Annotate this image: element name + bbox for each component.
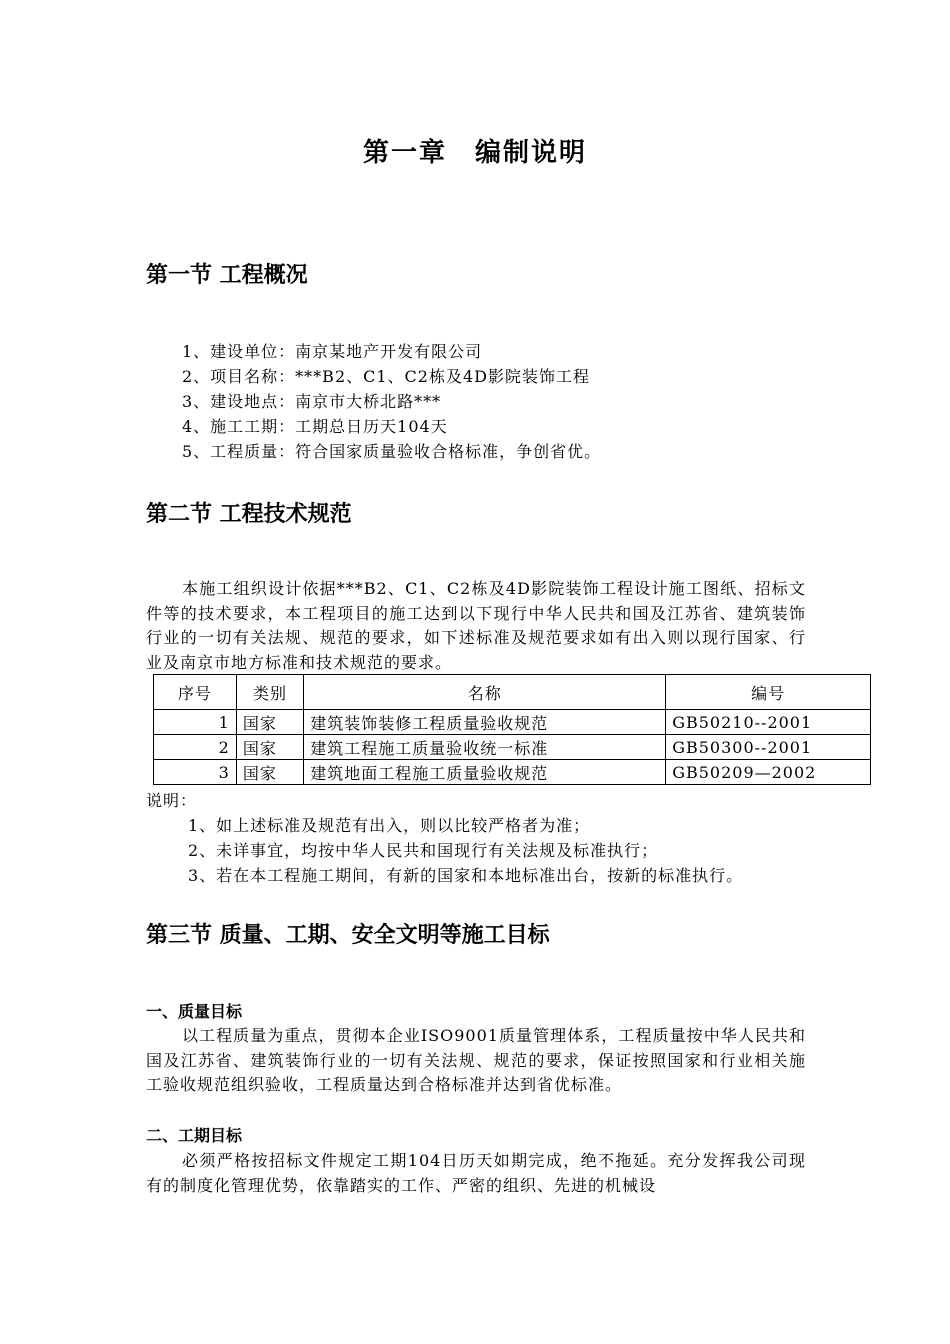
- section-title-overview: 第一节 工程概况: [146, 262, 308, 288]
- table-cell: 2: [154, 735, 237, 760]
- section-title-standards: 第二节 工程技术规范: [146, 501, 352, 527]
- note-item: 1、如上述标准及规范有出入，则以比较严格者为准；: [188, 816, 591, 835]
- table-row: [154, 760, 871, 785]
- overview-item: 4、施工工期：工期总日历天104天: [182, 417, 448, 436]
- table-header: 编号: [666, 675, 871, 710]
- chapter-title: 第一章 编制说明: [362, 138, 587, 168]
- table-cell: 建筑工程施工质量验收统一标准: [304, 735, 666, 760]
- table-cell: GB50209—2002: [666, 760, 871, 785]
- table-header: 类别: [236, 675, 303, 710]
- section-title-goals: 第三节 质量、工期、安全文明等施工目标: [146, 922, 550, 948]
- table-header-row: [154, 675, 871, 710]
- table-cell: 1: [154, 710, 237, 735]
- table-row: [154, 710, 871, 735]
- table-cell: GB50300--2001: [666, 735, 871, 760]
- table-cell: 国家: [236, 760, 303, 785]
- table-cell: 国家: [236, 710, 303, 735]
- overview-item: 2、项目名称：***B2、C1、C2栋及4D影院装饰工程: [182, 367, 590, 386]
- overview-item: 5、工程质量：符合国家质量验收合格标准，争创省优。: [182, 442, 602, 461]
- quality-goal-text: 以工程质量为重点，贯彻本企业ISO9001质量管理体系，工程质量按中华人民共和国及江苏省、建筑装饰行业的一切有关法规、规范的要求，保证按照国家和行业相关施工验收规范组织验收，工程质量达到合格标准并达到省优标准。: [146, 1026, 806, 1094]
- table-cell: GB50210--2001: [666, 710, 871, 735]
- overview-item: 1、建设单位：南京某地产开发有限公司: [182, 342, 483, 361]
- table-cell: 建筑装饰装修工程质量验收规范: [304, 710, 666, 735]
- table-header: 名称: [304, 675, 666, 710]
- table-cell: 3: [154, 760, 237, 785]
- notes-label: 说明：: [146, 791, 198, 810]
- note-item: 3、若在本工程施工期间，有新的国家和本地标准出台，按新的标准执行。: [188, 866, 744, 885]
- standards-intro: 本施工组织设计依据***B2、C1、C2栋及4D影院装饰工程设计施工图纸、招标文件等的技术要求，本工程项目的施工达到以下现行中华人民共和国及江苏省、建筑装饰行业的一切有关法规、规范的要求，如下述标准及规范要求如有出入则以现行国家、行业及南京市地方标准和技术规范的要求。: [146, 579, 806, 672]
- schedule-goal-text: 必须严格按招标文件规定工期104日历天如期完成，绝不拖延。充分发挥我公司现有的制度化管理优势，依靠踏实的工作、严密的组织、先进的机械设: [146, 1151, 806, 1195]
- table-cell: 建筑地面工程施工质量验收规范: [304, 760, 666, 785]
- table-cell: 国家: [236, 735, 303, 760]
- schedule-goal-title: 二、工期目标: [146, 1126, 243, 1145]
- quality-goal-title: 一、质量目标: [146, 1002, 243, 1021]
- standards-table: [153, 674, 871, 785]
- table-header: 序号: [154, 675, 237, 710]
- overview-item: 3、建设地点：南京市大桥北路***: [182, 392, 442, 411]
- note-item: 2、未详事宜，均按中华人民共和国现行有关法规及标准执行；: [188, 841, 659, 860]
- table-row: [154, 735, 871, 760]
